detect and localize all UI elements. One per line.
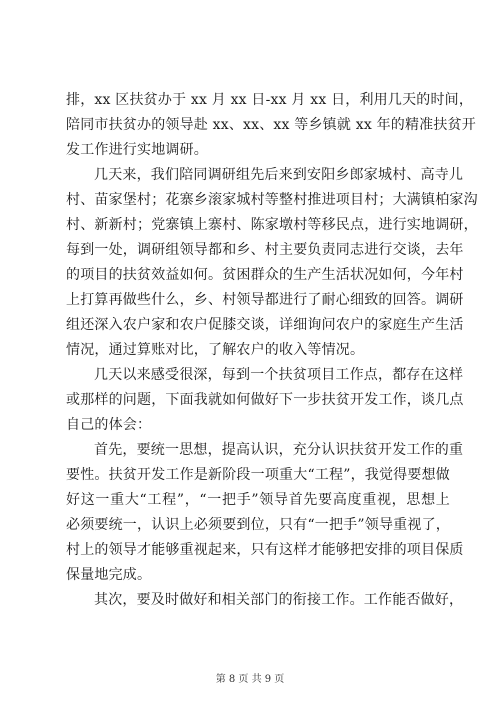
text-line: 陪同市扶贫办的领导赴 xx、xx、xx 等乡镇就 xx 年的精准扶贫开 <box>66 117 476 133</box>
text-line: 村上的领导才能够重视起来，只有这样才能够把安排的项目保质 <box>66 542 464 558</box>
text-line: 保量地完成。 <box>66 567 152 583</box>
document-body <box>66 88 478 613</box>
text-line: 首先，要统一思想，提高认识，充分认识扶贫开发工作的重 <box>94 442 464 458</box>
text-line: 的项目的扶贫效益如何。贫困群众的生产生活状况如何，今年村 <box>66 267 464 283</box>
text-line: 必须要统一，认识上必须要到位，只有“一把手”领导重视了， <box>66 517 450 533</box>
page-footer: 第 8 页 共 9 页 <box>215 674 285 685</box>
text-line: 上打算再做些什么，乡、村领导都进行了耐心细致的回答。调研 <box>66 292 464 308</box>
text-line: 自己的体会： <box>66 417 152 433</box>
text-line: 或那样的问题，下面我就如何做好下一步扶贫开发工作，谈几点 <box>66 392 464 408</box>
text-line: 情况，通过算账对比，了解农户的收入等情况。 <box>66 342 365 358</box>
text-line: 村、新新村；党寨镇上寨村、陈家墩村等移民点，进行实地调研， <box>66 217 478 233</box>
text-line: 几天来，我们陪同调研组先后来到安阳乡郎家城村、高寺儿 <box>94 167 464 183</box>
text-line: 发工作进行实地调研。 <box>66 142 208 158</box>
text-line: 要性。扶贫开发工作是新阶段一项重大“工程”，我觉得要想做 <box>66 467 450 483</box>
text-line: 其次，要及时做好和相关部门的衔接工作。工作能否做好， <box>94 592 464 608</box>
text-line: 组还深入农户家和农户促膝交谈，详细询问农户的家庭生产生活 <box>66 317 464 333</box>
text-line: 每到一处，调研组领导都和乡、村主要负责同志进行交谈，去年 <box>66 242 464 258</box>
text-line: 村、苗家堡村；花寨乡滚家城村等整村推进项目村；大满镇柏家沟 <box>66 192 478 208</box>
text-line: 排，xx 区扶贫办于 xx 月 xx 日-xx 月 xx 日，利用几天的时间， <box>66 92 474 108</box>
text-line: 好这一重大“工程”，“一把手”领导首先要高度重视，思想上 <box>66 492 450 508</box>
text-line: 几天以来感受很深，每到一个扶贫项目工作点，都存在这样 <box>94 367 464 383</box>
